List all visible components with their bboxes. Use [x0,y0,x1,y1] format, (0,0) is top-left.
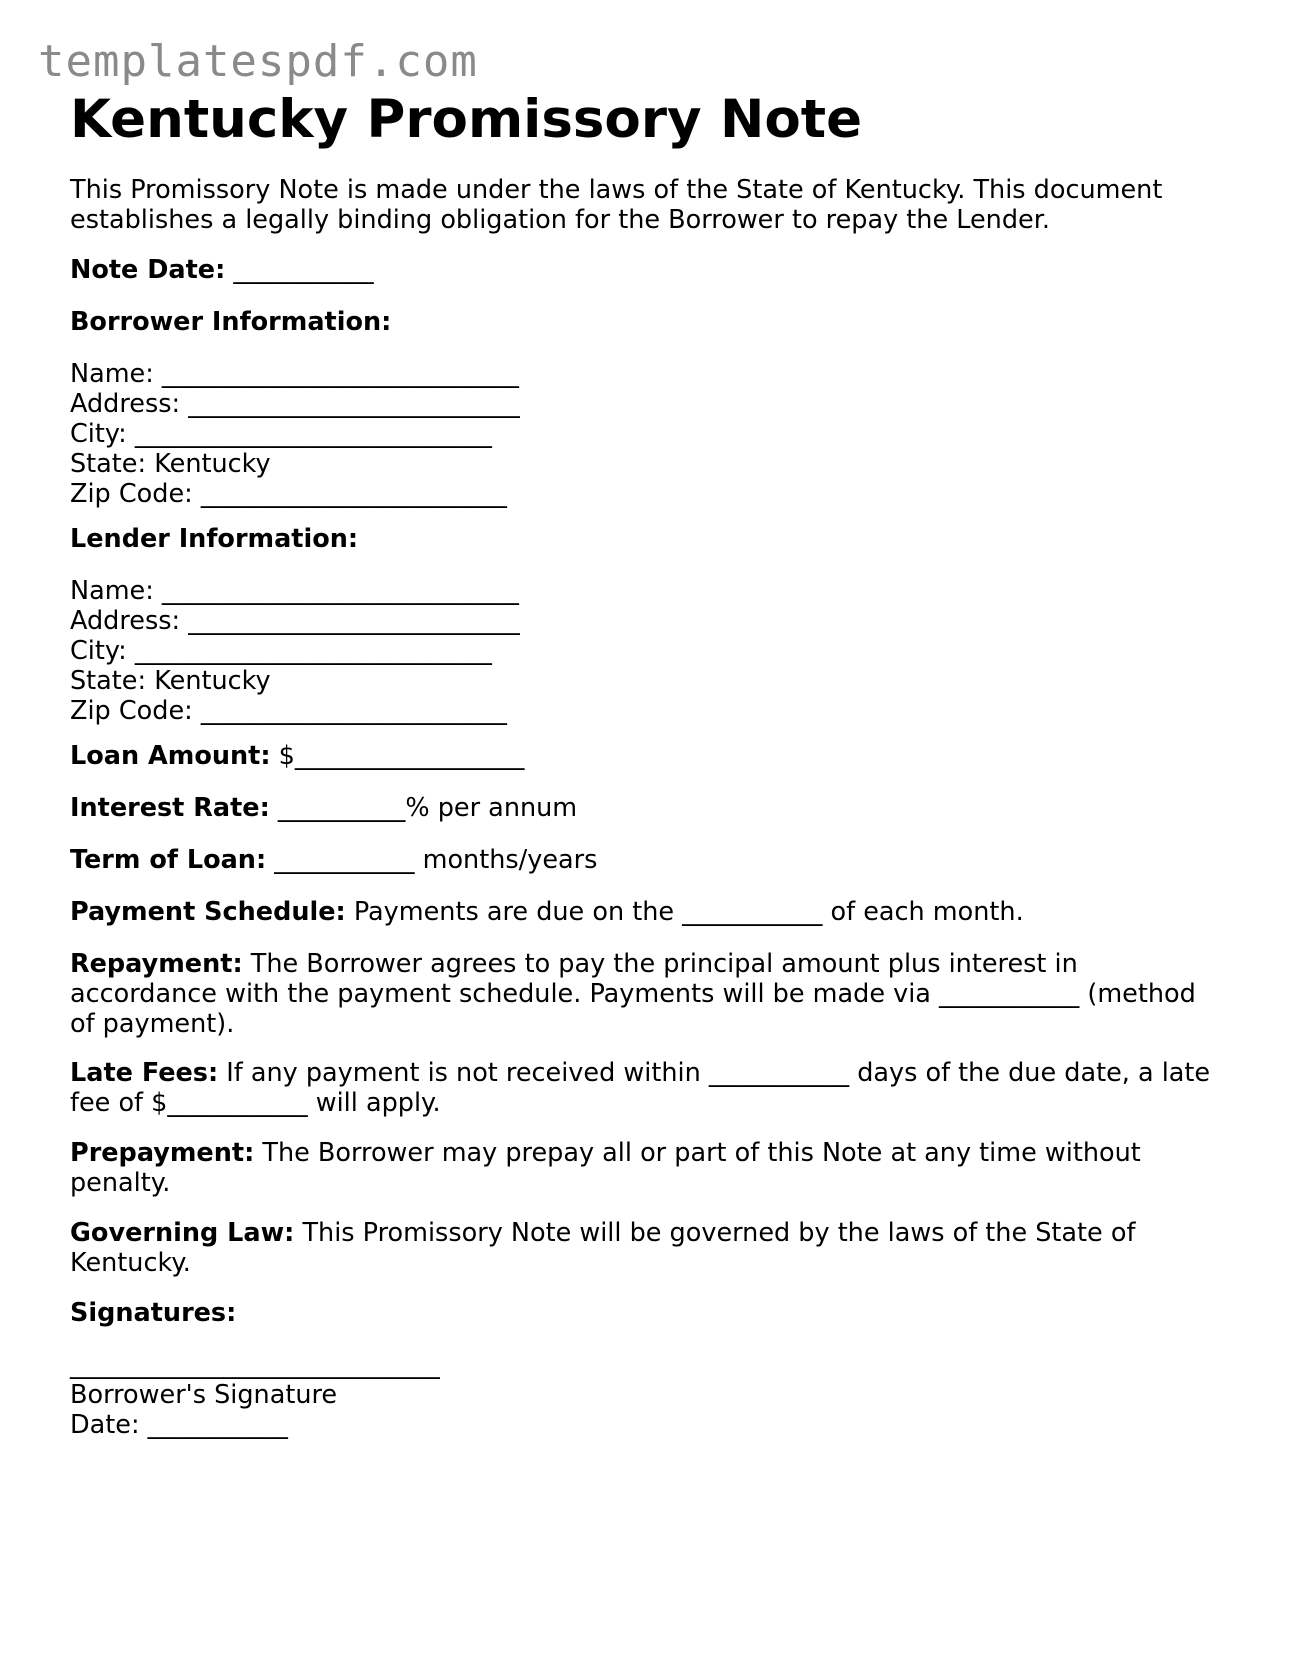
loan-amount-blank[interactable]: $__________________ [270,741,525,771]
lender-city-field[interactable]: City: ____________________________ [70,636,492,666]
lender-zip-field[interactable]: Zip Code: ________________________ [70,696,507,726]
borrower-section [70,307,1220,337]
prepayment-label: Prepayment: [70,1138,255,1168]
governing-law-paragraph [70,1218,1220,1278]
term-label: Term of Loan: [70,845,267,875]
borrower-zip-field[interactable]: Zip Code: ________________________ [70,479,507,509]
repayment-text: The Borrower agrees to pay the principal amount plus interest in accordance with the payment schedule. Payments will be made via ___________ (method of payment). [70,949,1196,1039]
interest-rate-label: Interest Rate: [70,793,270,823]
payment-schedule-paragraph [70,897,1220,927]
loan-amount-field [70,741,1220,771]
late-fees-paragraph [70,1058,1220,1118]
term-field [70,845,1220,875]
interest-rate-blank[interactable]: __________% per annum [269,793,578,823]
borrower-heading: Borrower Information: [70,307,392,337]
signature-date-field[interactable]: Date: ___________ [70,1410,288,1440]
payment-schedule-text: Payments are due on the ___________ of each month. [345,897,1024,927]
lender-fields [70,576,1220,726]
repayment-label: Repayment: [70,949,243,979]
signatures-heading: Signatures: [70,1298,237,1328]
borrower-fields [70,359,1220,509]
late-fees-label: Late Fees: [70,1058,219,1088]
signatures-section [70,1298,1220,1328]
lender-state-field: State: Kentucky [70,666,271,696]
borrower-signature-label: Borrower's Signature [70,1380,338,1410]
page-title: Kentucky Promissory Note [70,89,863,150]
lender-heading: Lender Information: [70,524,359,554]
repayment-paragraph [70,949,1220,1039]
late-fees-text: If any payment is not received within ___________ days of the due date, a late fee of $___________ will apply. [70,1058,1211,1118]
borrower-signature-block [70,1350,1220,1440]
lender-section [70,524,1220,554]
loan-amount-label: Loan Amount: [70,741,271,771]
payment-schedule-label: Payment Schedule: [70,897,346,927]
lender-name-field[interactable]: Name: ____________________________ [70,576,519,606]
intro-paragraph [70,175,1220,235]
note-date-label: Note Date: [70,255,226,285]
borrower-name-field[interactable]: Name: ____________________________ [70,359,519,389]
governing-law-label: Governing Law: [70,1218,295,1248]
prepayment-paragraph [70,1138,1220,1198]
term-blank[interactable]: ___________ months/years [266,845,598,875]
intro-text: This Promissory Note is made under the laws of the State of Kentucky. This document establishes a legally binding obligation for the Borrower to repay the Lender. [70,175,1163,235]
note-date-field [70,255,1220,285]
borrower-city-field[interactable]: City: ____________________________ [70,419,492,449]
borrower-state-field: State: Kentucky [70,449,271,479]
note-date-blank[interactable]: ___________ [225,255,374,285]
lender-address-field[interactable]: Address: __________________________ [70,606,520,636]
interest-rate-field [70,793,1220,823]
borrower-address-field[interactable]: Address: __________________________ [70,389,520,419]
governing-law-text: This Promissory Note will be governed by the laws of the State of Kentucky. [70,1218,1136,1278]
prepayment-text: The Borrower may prepay all or part of this Note at any time without penalty. [70,1138,1141,1198]
watermark: templatespdf.com [38,36,478,87]
signature-line[interactable]: _____________________________ [70,1350,440,1380]
